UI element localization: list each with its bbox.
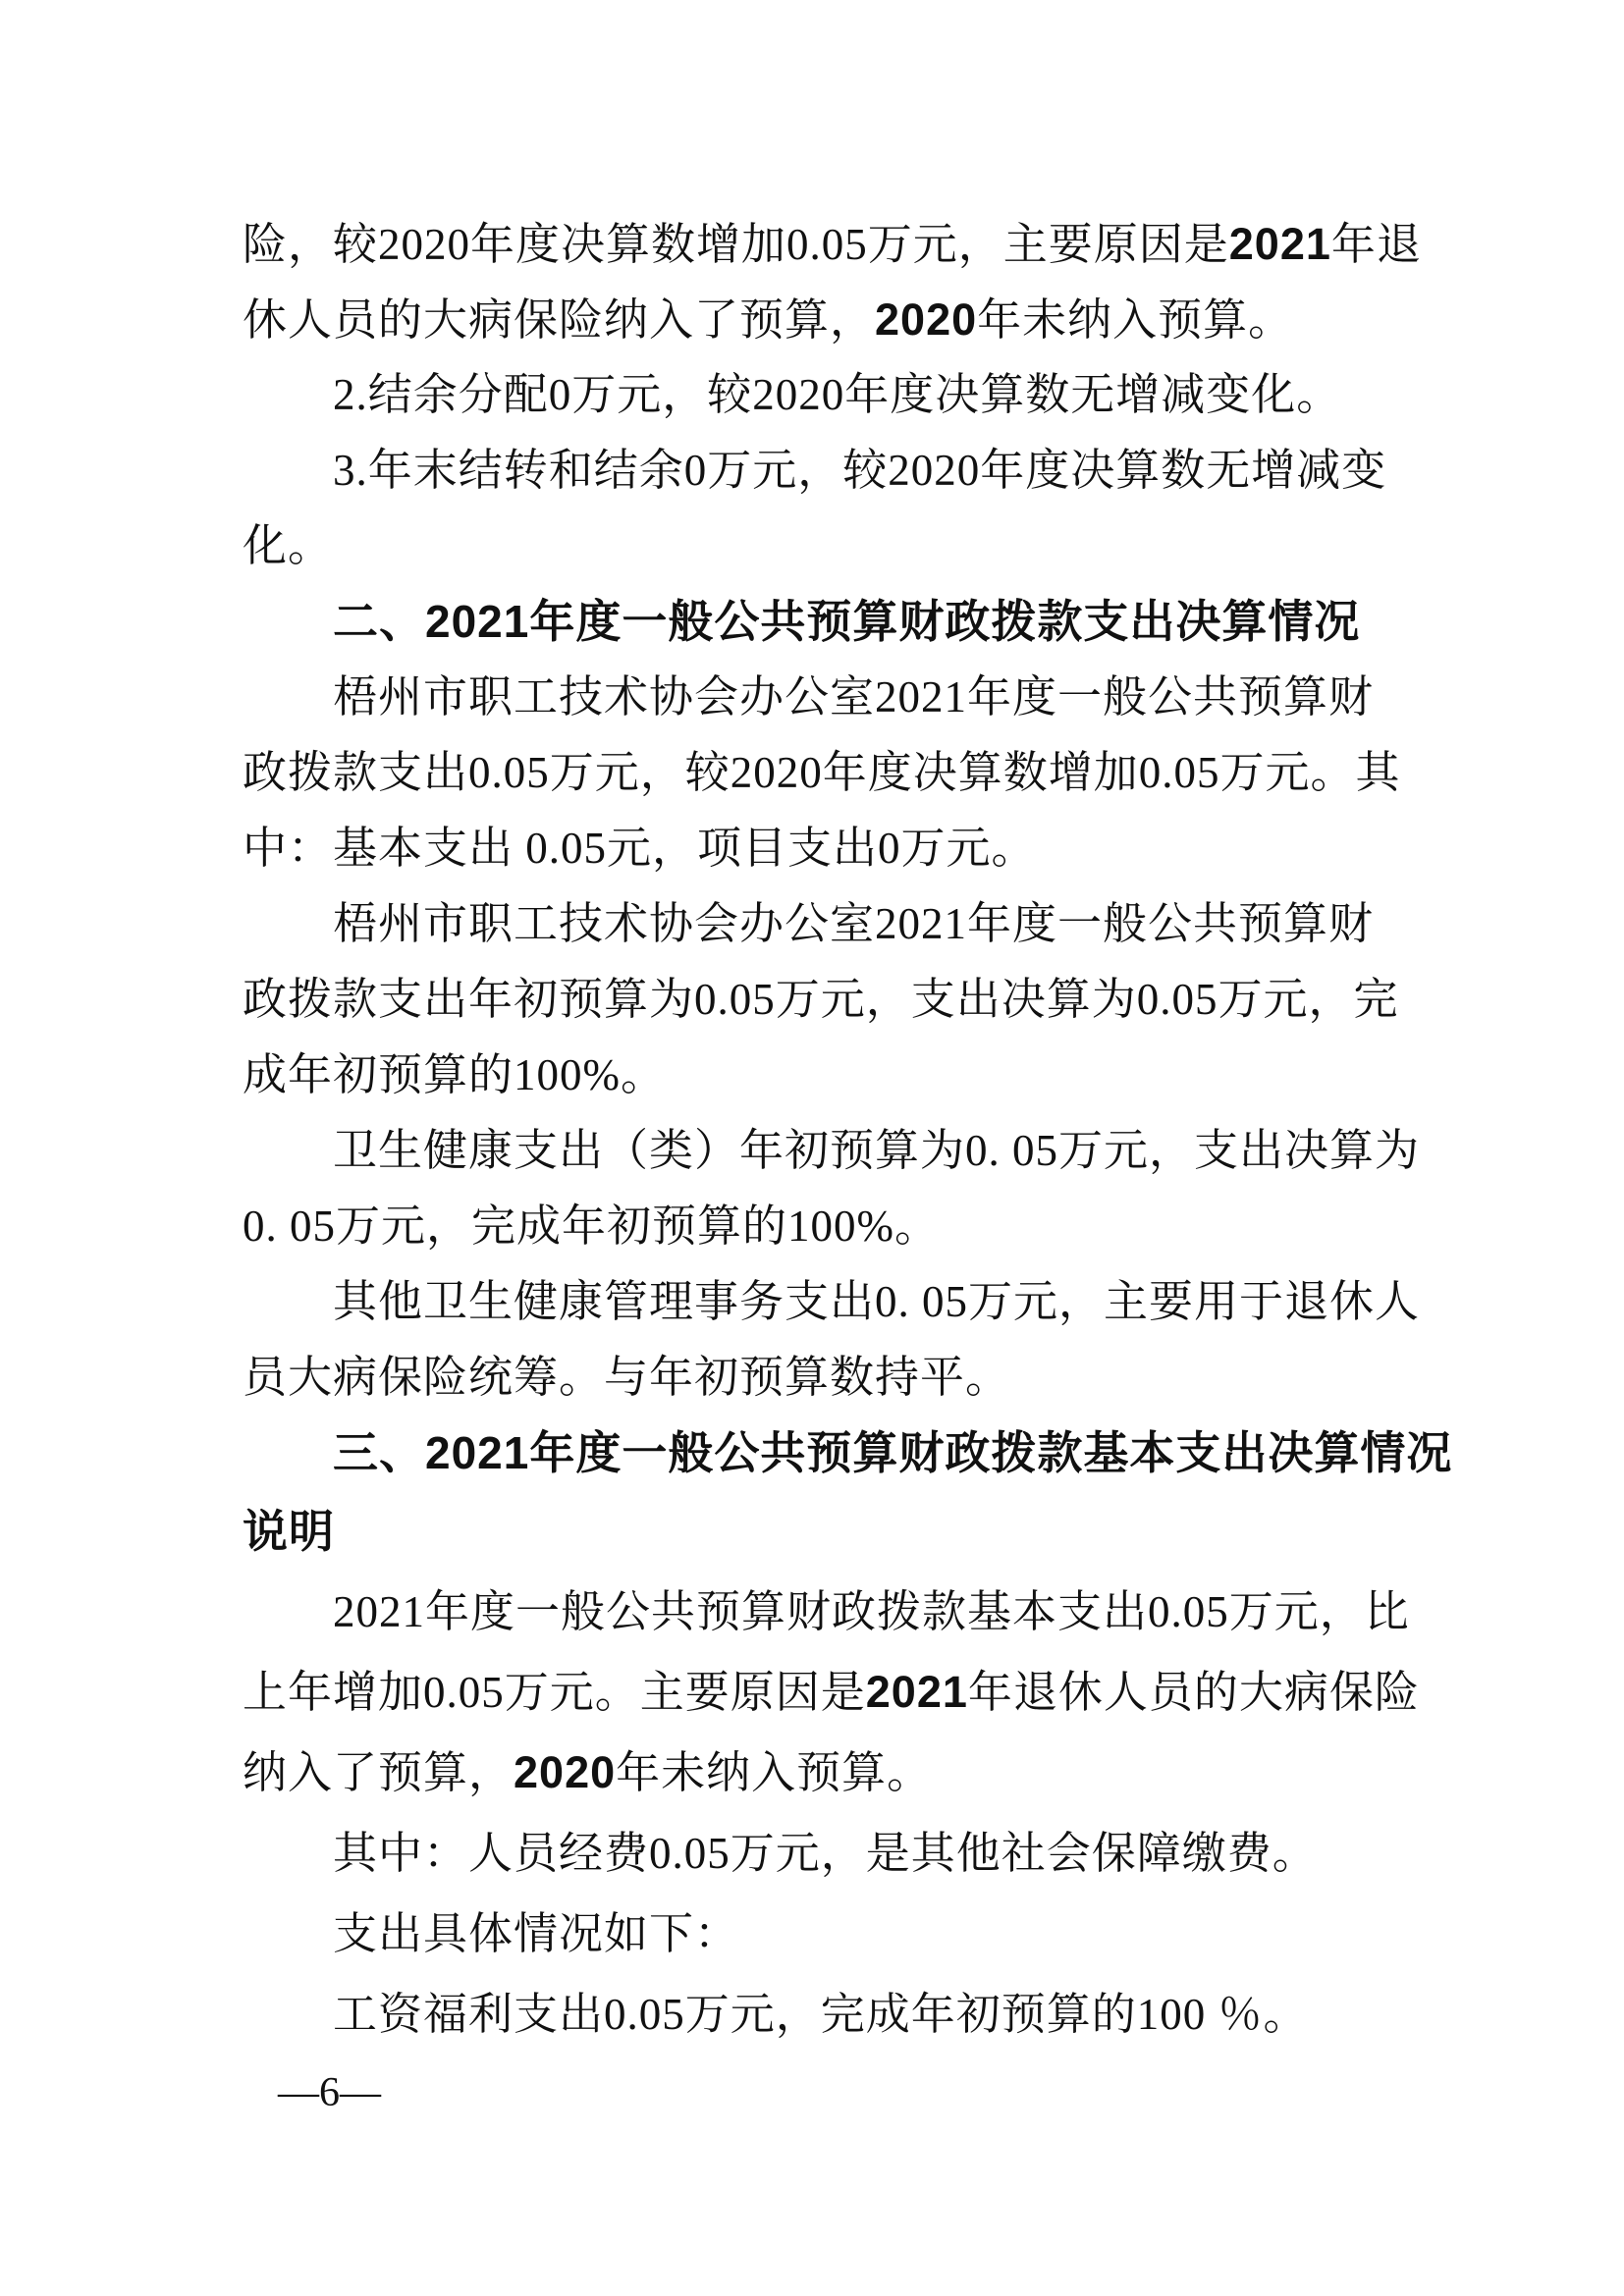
text-run: 其中：人员经费0.05万元，是其他社会保障缴费。: [333, 1829, 1318, 1878]
text-run: 2021年度一般公共预算财政拨款基本支出0.05万元，比: [333, 1587, 1410, 1636]
text-run: 纳入了预算，: [243, 1748, 514, 1797]
bold-year-run: 2021: [865, 1667, 968, 1717]
text-line: [243, 660, 1391, 735]
text-run: 中：基本支出 0.05元，项目支出0万元。: [243, 824, 1037, 873]
text-run: 二、2021年度一般公共预算财政拨款支出决算情况: [333, 596, 1361, 647]
text-line: [243, 735, 1401, 811]
text-run: 0. 05万元，完成年初预算的100%。: [243, 1201, 940, 1251]
text-line: [243, 433, 1391, 508]
text-line: [243, 1974, 1391, 2055]
text-run: 年未纳入预算。: [977, 295, 1294, 345]
bold-year-run: 2020: [514, 1747, 617, 1797]
text-run: 三、2021年度一般公共预算财政拨款基本支出决算情况: [333, 1427, 1453, 1478]
bold-year-run: 2020: [875, 294, 978, 345]
text-run: 工资福利支出0.05万元，完成年初预算的100 ％。: [333, 1990, 1309, 2039]
text-block: [243, 206, 1453, 2055]
text-line: [243, 282, 1391, 357]
text-line: [243, 1113, 1421, 1189]
text-line: [243, 1340, 1391, 1415]
text-run: 其他卫生健康管理事务支出0. 05万元，主要用于退休人: [333, 1277, 1421, 1326]
section-heading-line: [243, 1491, 1391, 1572]
bold-year-run: 2021: [1228, 219, 1331, 269]
text-run: 上年增加0.05万元。主要原因是: [243, 1668, 866, 1717]
text-run: 成年初预算的100%。: [243, 1050, 666, 1099]
text-run: 卫生健康支出（类）年初预算为0. 05万元，支出决算为: [333, 1126, 1421, 1175]
text-run: 3.年末结转和结余0万元，较2020年度决算数无增减变: [333, 446, 1387, 495]
text-line: [243, 886, 1391, 962]
text-line: [243, 1652, 1420, 1733]
text-line: [243, 811, 1391, 886]
text-run: 员大病保险统筹。与年初预算数持平。: [243, 1353, 1011, 1402]
page-number: —6—: [278, 2070, 381, 2115]
text-run: 说明: [243, 1506, 335, 1557]
section-heading-line: [243, 584, 1391, 660]
text-run: 化。: [243, 521, 334, 570]
text-run: 政拨款支出年初预算为0.05万元，支出决算为0.05万元，完: [243, 975, 1399, 1024]
text-line: [243, 962, 1399, 1038]
text-line: [243, 1894, 1391, 1974]
text-run: 梧州市职工技术协会办公室2021年度一般公共预算财: [333, 899, 1375, 948]
text-line: [243, 508, 1391, 584]
text-line: [243, 1572, 1410, 1652]
text-line: [243, 1264, 1421, 1340]
text-run: 2.结余分配0万元，较2020年度决算数无增减变化。: [333, 370, 1342, 419]
text-line: [243, 357, 1391, 433]
text-run: 梧州市职工技术协会办公室2021年度一般公共预算财: [333, 672, 1375, 721]
section-heading-line: [243, 1415, 1453, 1491]
text-line: [243, 1038, 1391, 1113]
text-run: 年退: [1330, 220, 1422, 269]
text-run: 政拨款支出0.05万元，较2020年度决算数增加0.05万元。其: [243, 748, 1401, 797]
text-run: 年未纳入预算。: [616, 1748, 933, 1797]
text-line: [243, 1733, 1391, 1813]
text-run: 险，较2020年度决算数增加0.05万元，主要原因是: [243, 220, 1229, 269]
text-line: [243, 1189, 1391, 1264]
text-line: [243, 206, 1422, 282]
text-run: 休人员的大病保险纳入了预算，: [243, 295, 876, 345]
text-run: 支出具体情况如下：: [333, 1909, 740, 1958]
text-line: [243, 1813, 1391, 1894]
text-run: 年退休人员的大病保险: [967, 1668, 1420, 1717]
